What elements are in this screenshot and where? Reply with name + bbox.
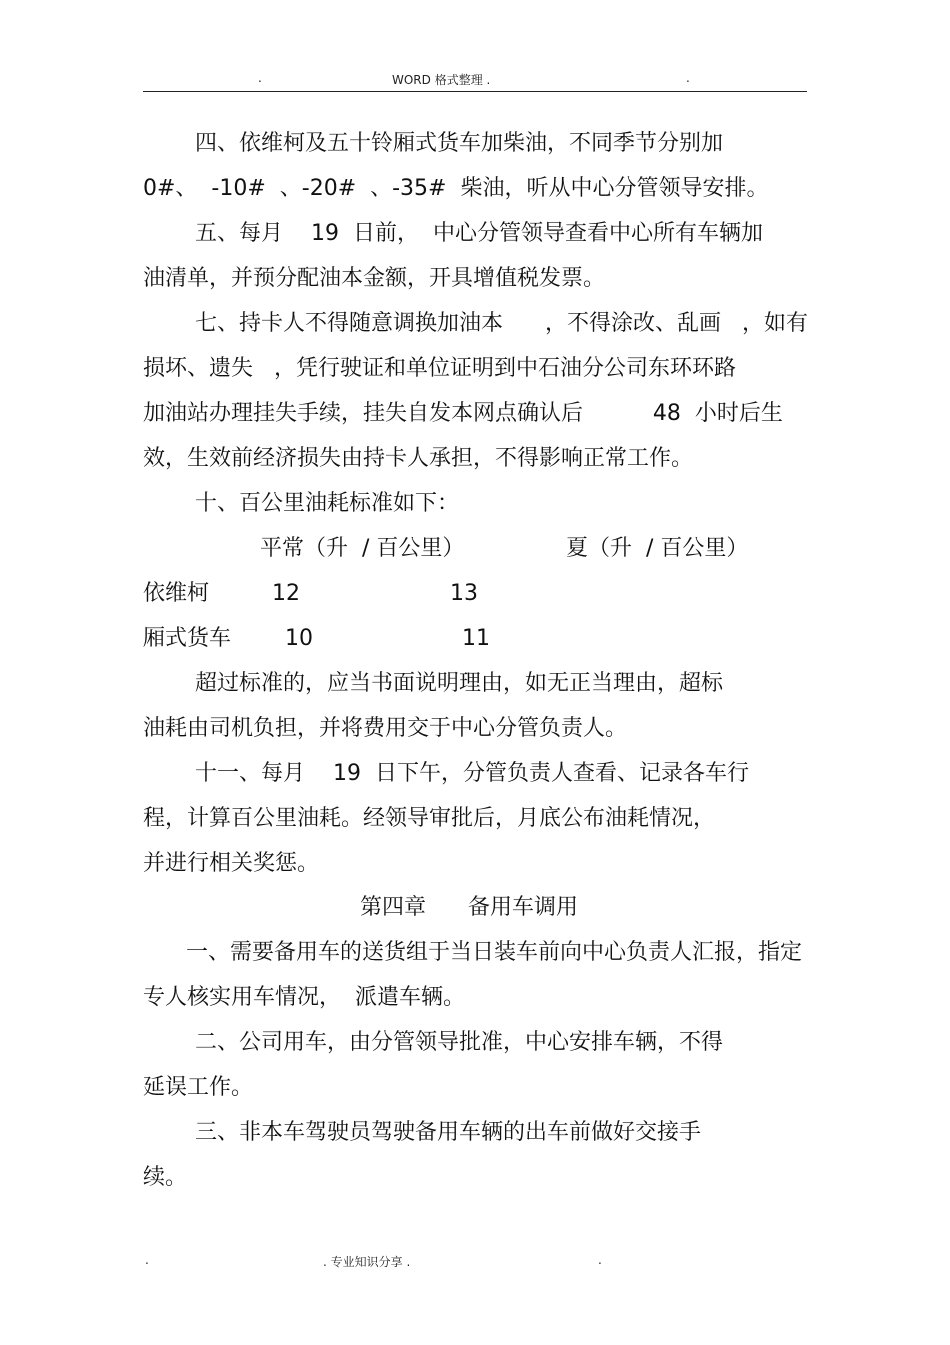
paragraph-line: 十、百公里油耗标准如下： <box>195 491 460 516</box>
paragraph-line: 十一、每月 19 日下午，分管负责人查看、记录各车行 <box>195 761 749 786</box>
paragraph-line: 三、非本车驾驶员驾驶备用车辆的出车前做好交接手 <box>195 1120 702 1145</box>
paragraph-line: 程，计算百公里油耗。经领导审批后，月底公布油耗情况， <box>143 806 716 831</box>
table-row-normal: 10 <box>285 626 313 651</box>
paragraph-line: 五、每月 19 日前， 中心分管领导查看中心所有车辆加 <box>195 221 763 246</box>
paragraph-line: 超过标准的，应当书面说明理由，如无正当理由，超标 <box>195 671 724 696</box>
paragraph-line: 并进行相关奖惩。 <box>143 851 320 876</box>
paragraph-line: 四、依维柯及五十铃厢式货车加柴油，不同季节分别加 <box>195 131 724 156</box>
paragraph-line: 加油站办理挂失手续，挂失自发本网点确认后 48 小时后生 <box>143 401 783 426</box>
paragraph-line: 油清单，并预分配油本金额，开具增值税发票。 <box>143 266 606 291</box>
table-row-summer: 11 <box>462 626 490 651</box>
paragraph-line: 油耗由司机负担，并将费用交于中心分管负责人。 <box>143 716 628 741</box>
header-rule <box>143 91 807 92</box>
table-header-summer: 夏（升 / 百公里） <box>566 536 749 561</box>
paragraph-line: 效，生效前经济损失由持卡人承担，不得影响正常工作。 <box>143 446 694 471</box>
paragraph-line: 一、需要备用车的送货组于当日装车前向中心负责人汇报，指定 <box>186 940 803 965</box>
paragraph-line: 专人核实用车情况， 派遣车辆。 <box>143 985 465 1010</box>
paragraph-line: 二、公司用车，由分管领导批准，中心安排车辆，不得 <box>195 1030 724 1055</box>
header-left-dot: . <box>258 71 262 85</box>
table-row-summer: 13 <box>450 581 478 606</box>
header-title: WORD 格式整理 . <box>392 73 491 87</box>
page-header <box>143 68 807 92</box>
footer-left-dot: . <box>145 1253 149 1267</box>
footer-right-dot: . <box>598 1253 602 1267</box>
paragraph-line: 损坏、遗失 ，凭行驶证和单位证明到中石油分公司东环环路 <box>143 356 736 381</box>
header-right-dot: . <box>686 71 690 85</box>
paragraph-line: 延误工作。 <box>143 1075 254 1100</box>
table-header-normal: 平常（升 / 百公里） <box>260 536 465 561</box>
table-row-name: 依维柯 <box>143 581 210 606</box>
chapter-title: 第四章 备用车调用 <box>360 895 578 920</box>
paragraph-line: 0#、 -10# 、-20# 、-35# 柴油，听从中心分管领导安排。 <box>143 176 769 201</box>
footer-text: . 专业知识分享 . <box>323 1255 411 1269</box>
paragraph-line: 七、持卡人不得随意调换加油本 ，不得涂改、乱画 ，如有 <box>195 311 808 336</box>
table-row-normal: 12 <box>272 581 300 606</box>
table-row-name: 厢式货车 <box>143 626 232 651</box>
paragraph-line: 续。 <box>143 1165 188 1190</box>
